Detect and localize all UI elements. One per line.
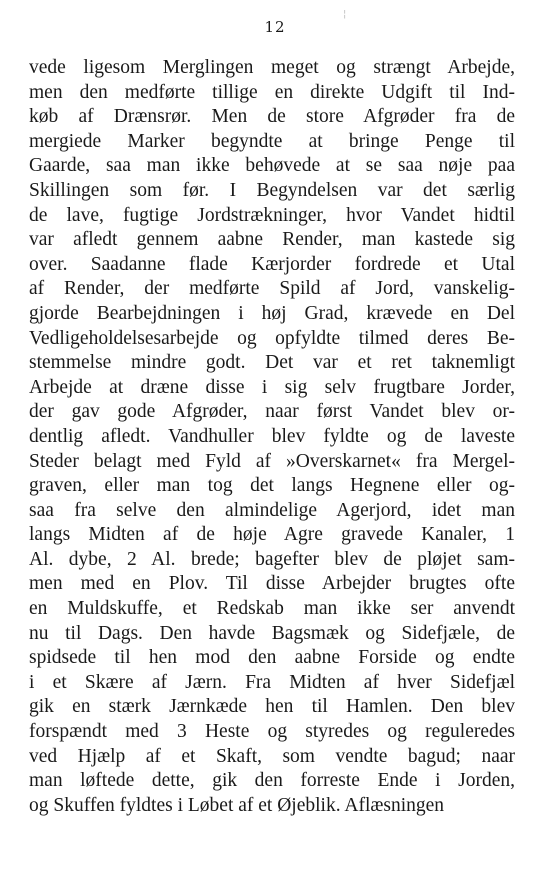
text-line: de lave, fugtige Jordstrækninger, hvor Vandet hidtil [29,204,515,226]
text-line: dentlig afledt. Vandhuller blev fyldte og de laveste [29,425,515,447]
text-line: var afledt gennem aabne Render, man kastede sig [29,229,515,251]
text-line: mergiede Marker begyndte at bringe Penge til [29,130,515,152]
text-line: Al. dybe, 2 Al. brede; bagefter blev de pløjet sam- [29,548,515,570]
page-number: 12 [264,18,286,36]
text-line: ved Hjælp af et Skaft, som vendte bagud; naar [29,745,515,767]
text-line: Gaarde, saa man ikke behøvede at se saa nøje paa [29,155,515,177]
text-line: Steder belagt med Fyld af »Overskarnet« fra Mergel- [29,450,515,472]
text-line: man løftede dette, gik den forreste Ende i Jorden, [29,770,515,792]
text-line: der gav gode Afgrøder, naar først Vandet blev or- [29,401,515,423]
text-line: spidsede til hen mod den aabne Forside og endte [29,647,515,669]
text-line: men med en Plov. Til disse Arbejder brugtes ofte [29,573,515,595]
scan-speck: ¦ [343,9,347,20]
text-line: over. Saadanne flade Kærjorder fordrede et Utal [29,253,515,275]
text-line: langs Midten af de høje Agre gravede Kanaler, 1 [29,524,515,546]
text-line: og Skuffen fyldtes i Løbet af et Øjeblik. Aflæsningen [29,794,445,816]
text-line: Skillingen som før. I Begyndelsen var det særlig [29,179,515,201]
text-line: vede ligesom Merglingen meget og strængt Arbejde, [29,57,515,78]
text-line: men den medførte tillige en direkte Udgift til Ind- [29,81,515,103]
text-line: stemmelse mindre godt. Det var et ret taknemligt [29,352,515,374]
text-line: af Render, der medførte Spild af Jord, vanskelig- [29,278,515,300]
text-line: nu til Dags. Den havde Bagsmæk og Sidefjæle, de [29,622,515,644]
text-line: køb af Drænsrør. Men de store Afgrøder fra de [29,106,515,128]
text-line: gik en stærk Jærnkæde hen til Hamlen. Den blev [29,696,515,718]
text-line: graven, eller man tog det langs Hegnene eller og- [29,475,515,497]
text-line: en Muldskuffe, et Redskab man ikke ser anvendt [29,598,515,620]
text-line: i et Skære af Jærn. Fra Midten af hver Sidefjæl [29,671,515,693]
text-line: saa fra selve den almindelige Agerjord, idet man [29,499,515,521]
body-text [29,56,515,818]
text-line: Vedligeholdelsesarbejde og opfyldte tilmed deres Be- [29,327,515,349]
text-line: gjorde Bearbejdningen i høj Grad, krævede en Del [29,302,515,324]
text-line: Arbejde at dræne disse i sig selv frugtbare Jorder, [29,376,515,398]
text-line: forspændt med 3 Heste og styredes og reguleredes [29,721,515,743]
